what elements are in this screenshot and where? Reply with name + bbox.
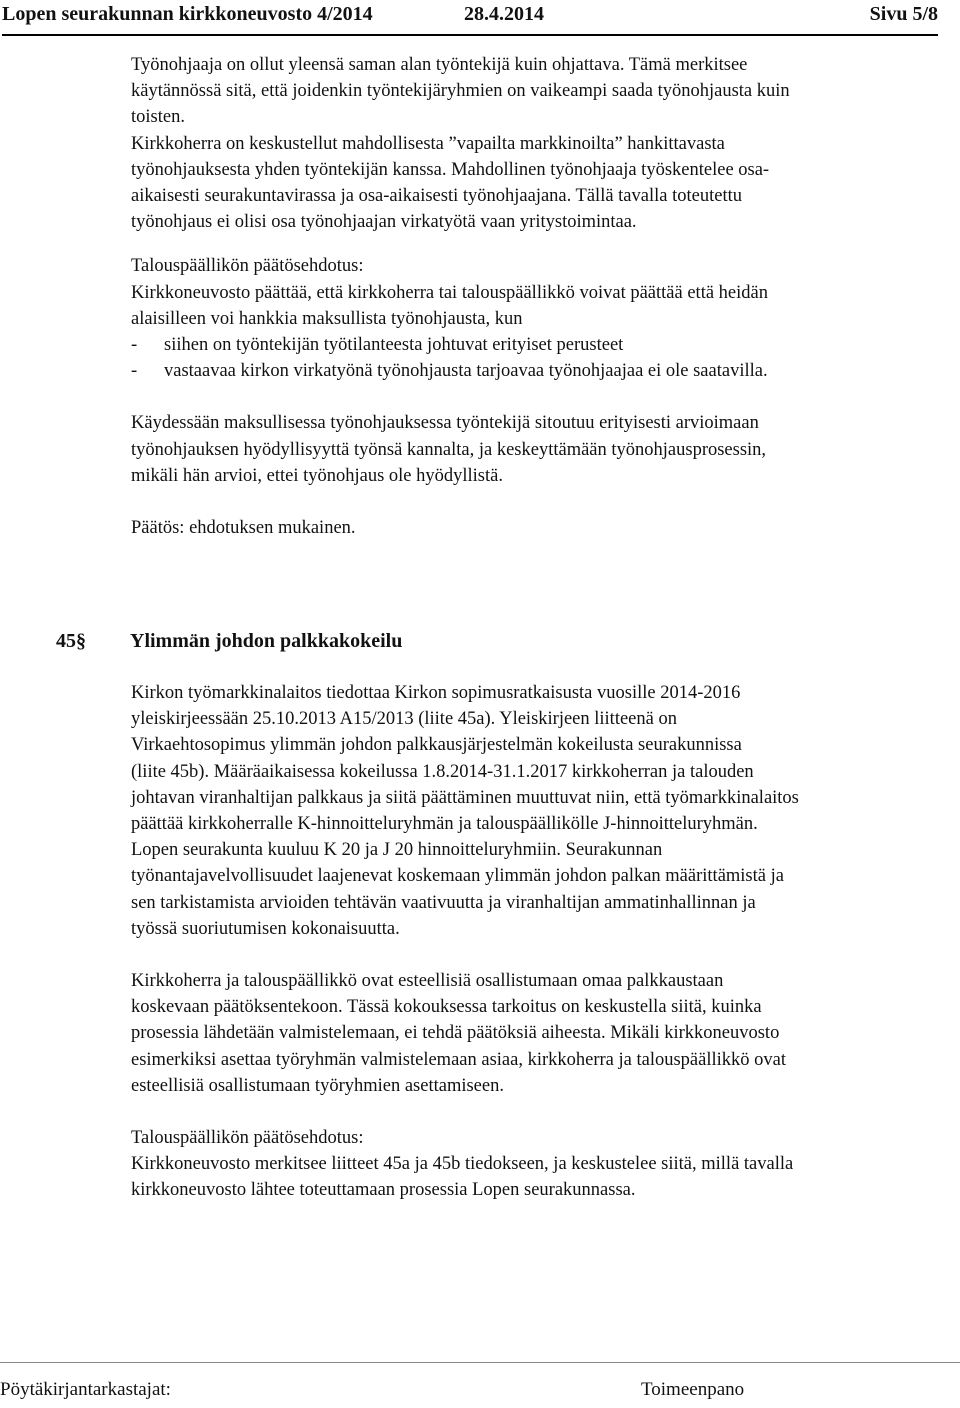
document-title: Lopen seurakunnan kirkkoneuvosto 4/2014 bbox=[2, 3, 373, 25]
text-line: mikäli hän arvioi, ettei työnohjaus ole hyödyllistä. bbox=[131, 465, 503, 486]
text-line: Työnohjaaja on ollut yleensä saman alan työntekijä kuin ohjattava. Tämä merkitsee bbox=[131, 55, 748, 75]
text-line: päättää kirkkoherralle K-hinnoitteluryhmän ja talouspäällikölle J-hinnoitteluryhmän. bbox=[131, 814, 758, 835]
text-line: Kirkkoherra ja talouspäällikkö ovat esteellisiä osallistumaan omaa palkkaustaan bbox=[131, 971, 724, 992]
text-line: Virkaehtosopimus ylimmän johdon palkkausjärjestelmän kokeilusta seurakunnissa bbox=[131, 735, 742, 756]
section-content bbox=[131, 680, 951, 1204]
list-dash: - bbox=[131, 361, 138, 382]
page-header bbox=[2, 0, 938, 36]
text-line: prosessia lähdetään valmistelemaan, ei tehdä päätöksiä aiheesta. Mikäli kirkkoneuvosto bbox=[131, 1023, 780, 1044]
text-line: Kirkkoneuvosto päättää, että kirkkoherra tai talouspäällikkö voivat päättää että heidän bbox=[131, 282, 768, 303]
text-line: Kirkkoherra on keskustellut mahdollisesta ”vapailta markkinoilta” hankittavasta bbox=[131, 133, 725, 154]
text-line: aikaisesti seurakuntavirassa ja osa-aikaisesti työnohjaajana. Tällä tavalla toteutettu bbox=[131, 186, 742, 207]
decision: Päätös: ehdotuksen mukainen. bbox=[131, 518, 356, 539]
text-line: esimerkiksi asettaa työryhmän valmistelemaan asiaa, kirkkoherra ja talouspäällikkö ovat bbox=[131, 1049, 786, 1070]
text-line: Lopen seurakunta kuuluu K 20 ja J 20 hinnoitteluryhmiin. Seurakunnan bbox=[131, 840, 663, 861]
list-item-text: siihen on työntekijän työtilanteesta johtuvat erityiset perusteet bbox=[164, 335, 624, 356]
section-title: Ylimmän johdon palkkakokeilu bbox=[130, 630, 403, 652]
text-line: työnohjaus ei olisi osa työnohjaajan virkatyötä vaan yritystoimintaa. bbox=[131, 212, 637, 233]
text-line: sen tarkistamista arvioiden tehtävän vaativuutta ja viranhaltijan ammatinhallinnan ja bbox=[131, 892, 756, 913]
text-line: työnohjauksesta yhden työntekijän kanssa. Mahdollinen työnohjaaja työskentelee osa- bbox=[131, 159, 770, 180]
text-line: Kirkon työmarkkinalaitos tiedottaa Kirkon sopimusratkaisusta vuosille 2014-2016 bbox=[131, 683, 741, 703]
list-dash: - bbox=[131, 335, 138, 356]
text-line: Käydessään maksullisessa työnohjauksessa työntekijä sitoutuu erityisesti arvioimaan bbox=[131, 413, 759, 434]
section-heading bbox=[56, 630, 936, 653]
page-footer bbox=[0, 1362, 960, 1408]
paragraph-supervision bbox=[131, 52, 951, 235]
text-line: käytännössä sitä, että joidenkin työntekijäryhmien on vaikeampi saada työnohjausta kuin bbox=[131, 81, 790, 102]
text-line: työnantajavelvollisuudet laajenevat koskemaan ylimmän johdon palkan määrittämistä ja bbox=[131, 866, 784, 887]
text-line: työssä suoriutumisen kokonaisuutta. bbox=[131, 918, 400, 939]
text-line: (liite 45b). Määräaikaisessa kokeilussa 1.8.2014-31.1.2017 kirkkoherran ja talouden bbox=[131, 761, 754, 782]
text-line: toisten. bbox=[131, 107, 185, 128]
text-line: koskevaan päätöksentekoon. Tässä kokouksessa tarkoitus on keskustella siitä, kuinka bbox=[131, 997, 762, 1018]
section-number: 45§ bbox=[56, 630, 86, 652]
document-date: 28.4.2014 bbox=[464, 3, 544, 25]
top-content bbox=[131, 52, 951, 541]
proposal-label: Talouspäällikön päätösehdotus: bbox=[131, 256, 364, 277]
proposal-label: Talouspäällikön päätösehdotus: bbox=[131, 1128, 364, 1149]
list-item bbox=[131, 332, 951, 358]
text-line: työnohjauksen hyödyllisyyttä työnsä kannalta, ja keskeyttämään työnohjausprosessin, bbox=[131, 439, 767, 460]
page-number: Sivu 5/8 bbox=[869, 3, 938, 25]
list-item bbox=[131, 358, 951, 384]
text-line: kirkkoneuvosto lähtee toteuttamaan prosessia Lopen seurakunnassa. bbox=[131, 1180, 636, 1201]
list-item-text: vastaavaa kirkon virkatyönä työnohjausta tarjoavaa työnohjaajaa ei ole saatavilla. bbox=[164, 361, 768, 382]
footer-reviewers: Pöytäkirjantarkastajat: bbox=[0, 1379, 171, 1400]
text-line: johtavan viranhaltijan palkkaus ja siitä päättäminen muuttuvat niin, että työmarkkinalaitos bbox=[131, 787, 799, 808]
text-line: alaisilleen voi hankkia maksullista työnohjausta, kun bbox=[131, 308, 523, 329]
text-line: Kirkkoneuvosto merkitsee liitteet 45a ja 45b tiedokseen, ja keskustelee siitä, millä tavalla bbox=[131, 1154, 794, 1175]
text-line: yleiskirjeessään 25.10.2013 A15/2013 (liite 45a). Yleiskirjeen liitteenä on bbox=[131, 709, 677, 730]
text-line: esteellisiä osallistumaan työryhmien asettamiseen. bbox=[131, 1075, 504, 1096]
footer-execution: Toimeenpano bbox=[641, 1379, 745, 1400]
